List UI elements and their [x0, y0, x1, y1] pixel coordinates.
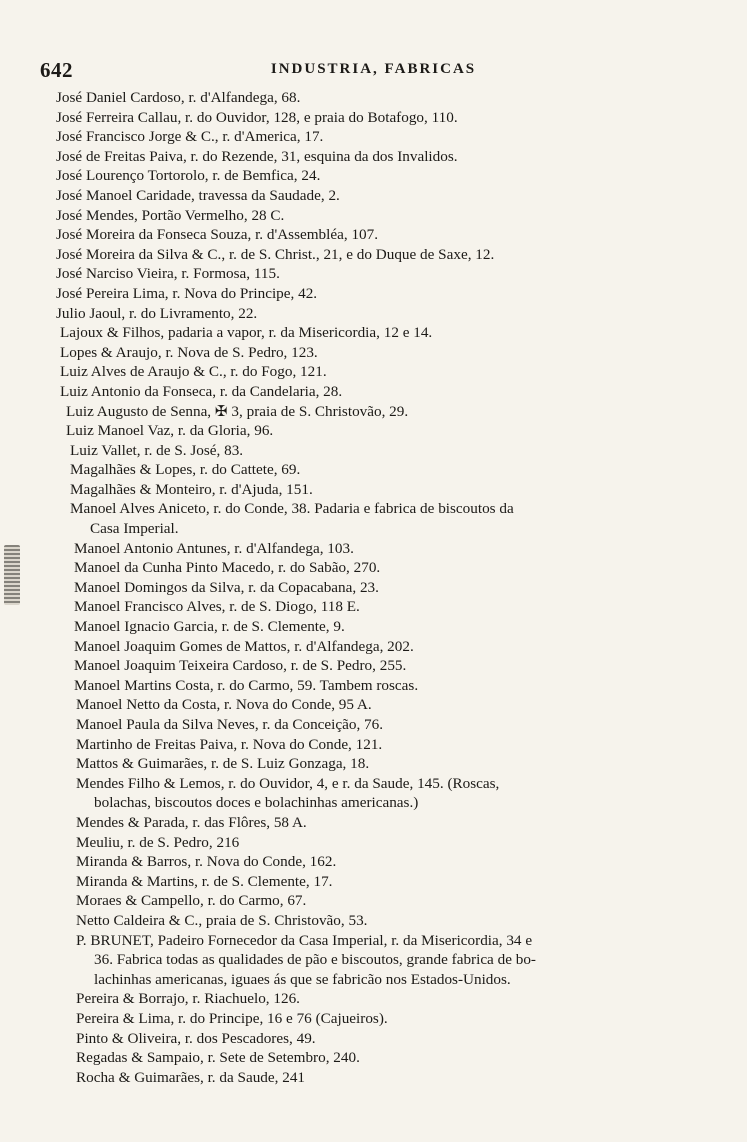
list-item: Manoel Domingos da Silva, r. da Copacabana, 23.: [74, 578, 379, 596]
list-item: Meuliu, r. de S. Pedro, 216: [76, 833, 240, 851]
list-item: Moraes & Campello, r. do Carmo, 67.: [76, 892, 307, 910]
list-item: Manoel Francisco Alves, r. de S. Diogo, 118 E.: [74, 598, 360, 616]
page-header: [40, 58, 707, 82]
list-item: Julio Jaoul, r. do Livramento, 22.: [56, 304, 258, 322]
list-item: Manoel Antonio Antunes, r. d'Alfandega, 103.: [74, 539, 354, 557]
list-item: Luiz Antonio da Fonseca, r. da Candelaria, 28.: [60, 382, 343, 400]
list-item: José Moreira da Fonseca Souza, r. d'Assembléa, 107.: [56, 226, 379, 244]
list-item: Magalhães & Lopes, r. do Cattete, 69.: [70, 461, 301, 479]
list-item: Pereira & Lima, r. do Principe, 16 e 76 (Cajueiros).: [76, 1009, 388, 1027]
list-item: Mendes Filho & Lemos, r. do Ouvidor, 4, e r. da Saude, 145. (Roscas,: [76, 774, 500, 792]
list-item: José Manoel Caridade, travessa da Saudade, 2.: [56, 186, 340, 204]
list-item: Manoel da Cunha Pinto Macedo, r. do Sabão, 270.: [74, 559, 381, 577]
list-item: José de Freitas Paiva, r. do Rezende, 31, esquina da dos Invalidos.: [56, 147, 458, 165]
list-item: José Pereira Lima, r. Nova do Principe, 42.: [56, 284, 318, 302]
page-number: 642: [40, 58, 73, 82]
list-item-continuation: Casa Imperial.: [90, 520, 179, 538]
list-item: José Lourenço Tortorolo, r. de Bemfica, 24.: [56, 167, 321, 185]
list-item: Martinho de Freitas Paiva, r. Nova do Conde, 121.: [76, 735, 383, 753]
list-item: Mattos & Guimarães, r. de S. Luiz Gonzaga, 18.: [76, 755, 370, 773]
list-item: José Daniel Cardoso, r. d'Alfandega, 68.: [56, 89, 301, 106]
list-item: José Ferreira Callau, r. do Ouvidor, 128, e praia do Botafogo, 110.: [56, 108, 458, 126]
list-item: Manoel Netto da Costa, r. Nova do Conde, 95 A.: [76, 696, 372, 714]
list-item: José Moreira da Silva & C., r. de S. Christ., 21, e do Duque de Saxe, 12.: [56, 245, 495, 263]
list-item: Rocha & Guimarães, r. da Saude, 241: [76, 1068, 306, 1086]
list-item: Pinto & Oliveira, r. dos Pescadores, 49.: [76, 1029, 316, 1047]
list-item: Manoel Alves Aniceto, r. do Conde, 38. Padaria e fabrica de biscoutos da: [70, 500, 514, 518]
list-item: Manoel Paula da Silva Neves, r. da Conceição, 76.: [76, 716, 384, 733]
list-item: Lajoux & Filhos, padaria a vapor, r. da Misericordia, 12 e 14.: [60, 324, 433, 342]
list-item: Regadas & Sampaio, r. Sete de Setembro, 240.: [76, 1049, 360, 1067]
list-item: Luiz Alves de Araujo & C., r. do Fogo, 121.: [60, 363, 327, 381]
list-item: Magalhães & Monteiro, r. d'Ajuda, 151.: [70, 480, 313, 498]
list-item: Pereira & Borrajo, r. Riachuelo, 126.: [76, 990, 300, 1008]
binding-edge-mark: [4, 545, 20, 605]
list-item: Mendes & Parada, r. das Flôres, 58 A.: [76, 813, 307, 831]
list-item: Manoel Martins Costa, r. do Carmo, 59. Tambem roscas.: [74, 676, 419, 694]
list-item: Miranda & Barros, r. Nova do Conde, 162.: [76, 853, 337, 871]
list-item: José Narciso Vieira, r. Formosa, 115.: [56, 265, 280, 283]
list-item-continuation: lachinhas americanas, iguaes ás que se fabricão nos Estados-Unidos.: [94, 970, 511, 988]
running-title: INDUSTRIA, FABRICAS: [270, 61, 477, 77]
list-item: Manoel Joaquim Gomes de Mattos, r. d'Alfandega, 202.: [74, 637, 414, 655]
list-item-continuation: 36. Fabrica todas as qualidades de pão e biscoutos, grande fabrica de bo-: [94, 951, 536, 969]
list-item: José Francisco Jorge & C., r. d'America, 17.: [56, 128, 324, 146]
list-item: Manoel Joaquim Teixeira Cardoso, r. de S. Pedro, 255.: [74, 657, 407, 675]
list-item: Luiz Manoel Vaz, r. da Gloria, 96.: [66, 422, 274, 440]
list-item: Luiz Augusto de Senna, ✠ 3, praia de S. Christovão, 29.: [66, 402, 409, 420]
list-item: Netto Caldeira & C., praia de S. Christovão, 53.: [76, 911, 368, 929]
list-item: José Mendes, Portão Vermelho, 28 C.: [56, 206, 285, 224]
list-item: Manoel Ignacio Garcia, r. de S. Clemente, 9.: [74, 618, 345, 636]
list-item: Luiz Vallet, r. de S. José, 83.: [70, 441, 244, 459]
entries-list: [56, 88, 709, 1087]
list-item-continuation: bolachas, biscoutos doces e bolachinhas americanas.): [94, 794, 419, 812]
list-item: Miranda & Martins, r. de S. Clemente, 17.: [76, 872, 333, 890]
list-item-featured: P. BRUNET, Padeiro Fornecedor da Casa Imperial, r. da Misericordia, 34 e: [76, 931, 533, 949]
list-item: Lopes & Araujo, r. Nova de S. Pedro, 123.: [60, 343, 318, 361]
